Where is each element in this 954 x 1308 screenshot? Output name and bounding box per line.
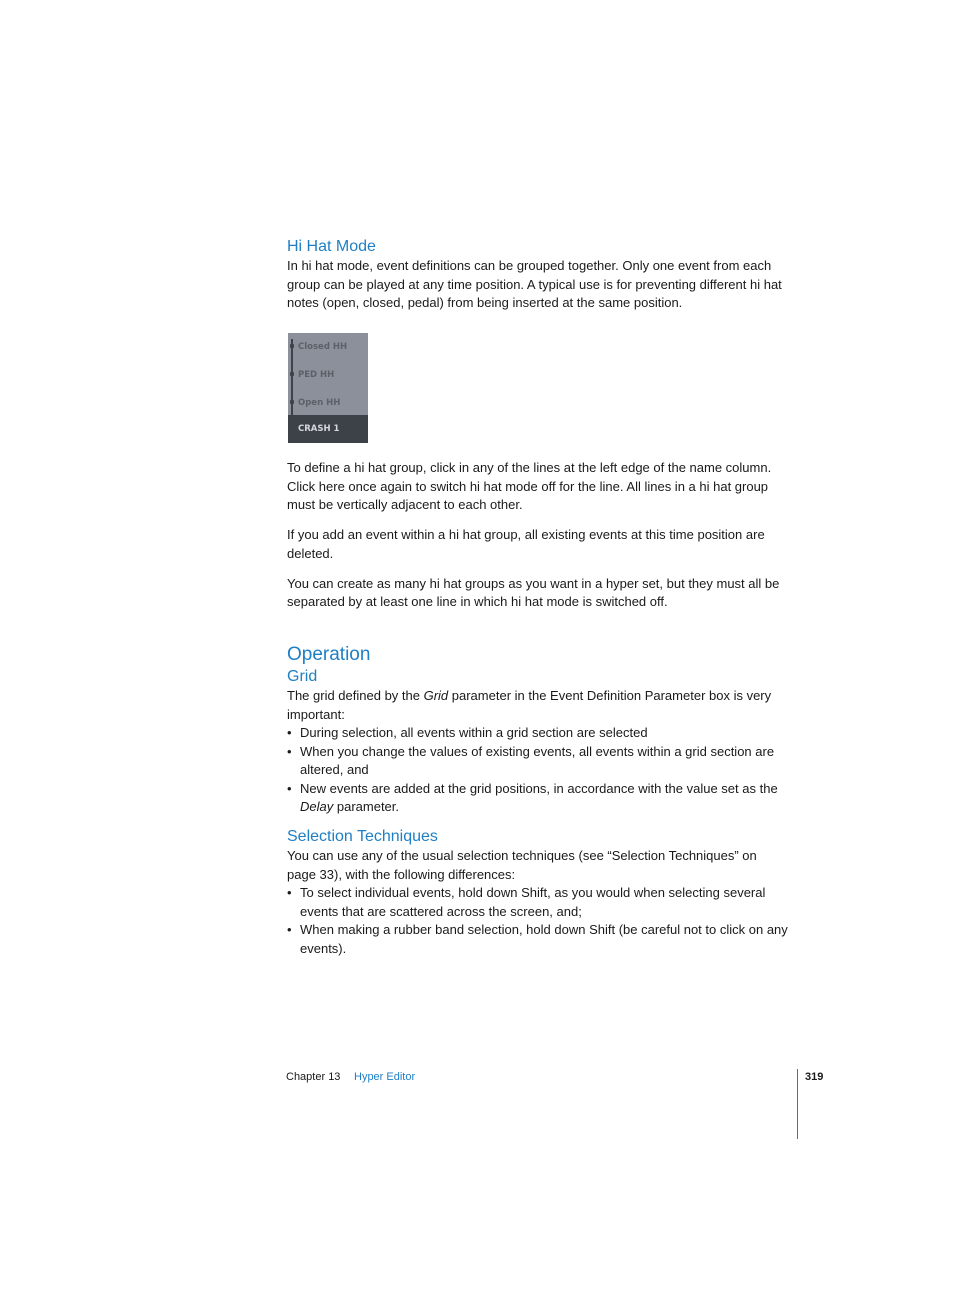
operation-heading: Operation — [287, 644, 371, 665]
list-item: • When you change the values of existing events, all events within a grid section are altered, and — [287, 743, 775, 778]
list-item: • New events are added at the grid positions, in accordance with the value set as the Delay parameter. — [287, 780, 778, 815]
figure-row-ped-hh: PED HH — [298, 370, 335, 380]
page-number: 319 — [805, 1071, 824, 1083]
grid-heading: Grid — [287, 668, 318, 685]
list-item: • To select individual events, hold down Shift, as you would when selecting several events that are scattered across the screen, and; — [287, 885, 766, 919]
hihat-section — [287, 237, 799, 313]
operation-section — [287, 644, 799, 816]
list-item: • When making a rubber band selection, hold down Shift (be careful not to click on any events). — [287, 922, 788, 956]
hihat-para-1: To define a hi hat group, click in any of the lines at the left edge of the name column. Click here once again to switch hi hat mode off for the line. All lines in a hi hat group must be vertically adjacent to each other. — [287, 460, 772, 513]
selection-section — [287, 827, 799, 958]
figure-row-open-hh: Open HH — [298, 398, 341, 408]
footer-chapter-title[interactable]: Hyper Editor — [354, 1071, 416, 1083]
list-item: • During selection, all events within a grid section are selected — [287, 725, 648, 741]
footer-divider — [797, 1069, 798, 1139]
hihat-figure — [288, 333, 368, 443]
selection-intro: You can use any of the usual selection techniques (see “Selection Techniques” on page 33), with the following differences: — [287, 848, 757, 882]
hihat-intro: In hi hat mode, event definitions can be grouped together. Only one event from each group can be played at any time position. A typical use is for preventing different hi hat notes (open, closed, pedal) from being inserted at the same position. — [287, 258, 782, 311]
figure-row-closed-hh: Closed HH — [298, 342, 348, 352]
selection-heading: Selection Techniques — [287, 828, 438, 845]
hihat-body — [287, 459, 799, 612]
hihat-para-2: If you add an event within a hi hat group, all existing events at this time position are deleted. — [287, 527, 765, 561]
selection-bullet-list — [287, 884, 799, 958]
footer-chapter: Chapter 13 — [286, 1071, 341, 1083]
hihat-heading: Hi Hat Mode — [287, 238, 376, 255]
grid-intro: The grid defined by the Grid parameter in the Event Definition Parameter box is very important: — [287, 688, 772, 722]
grid-bullet-list — [287, 724, 799, 816]
hihat-para-3: You can create as many hi hat groups as you want in a hyper set, but they must all be separated by at least one line in which hi hat mode is switched off. — [287, 575, 780, 610]
figure-row-crash-1: CRASH 1 — [288, 415, 368, 443]
